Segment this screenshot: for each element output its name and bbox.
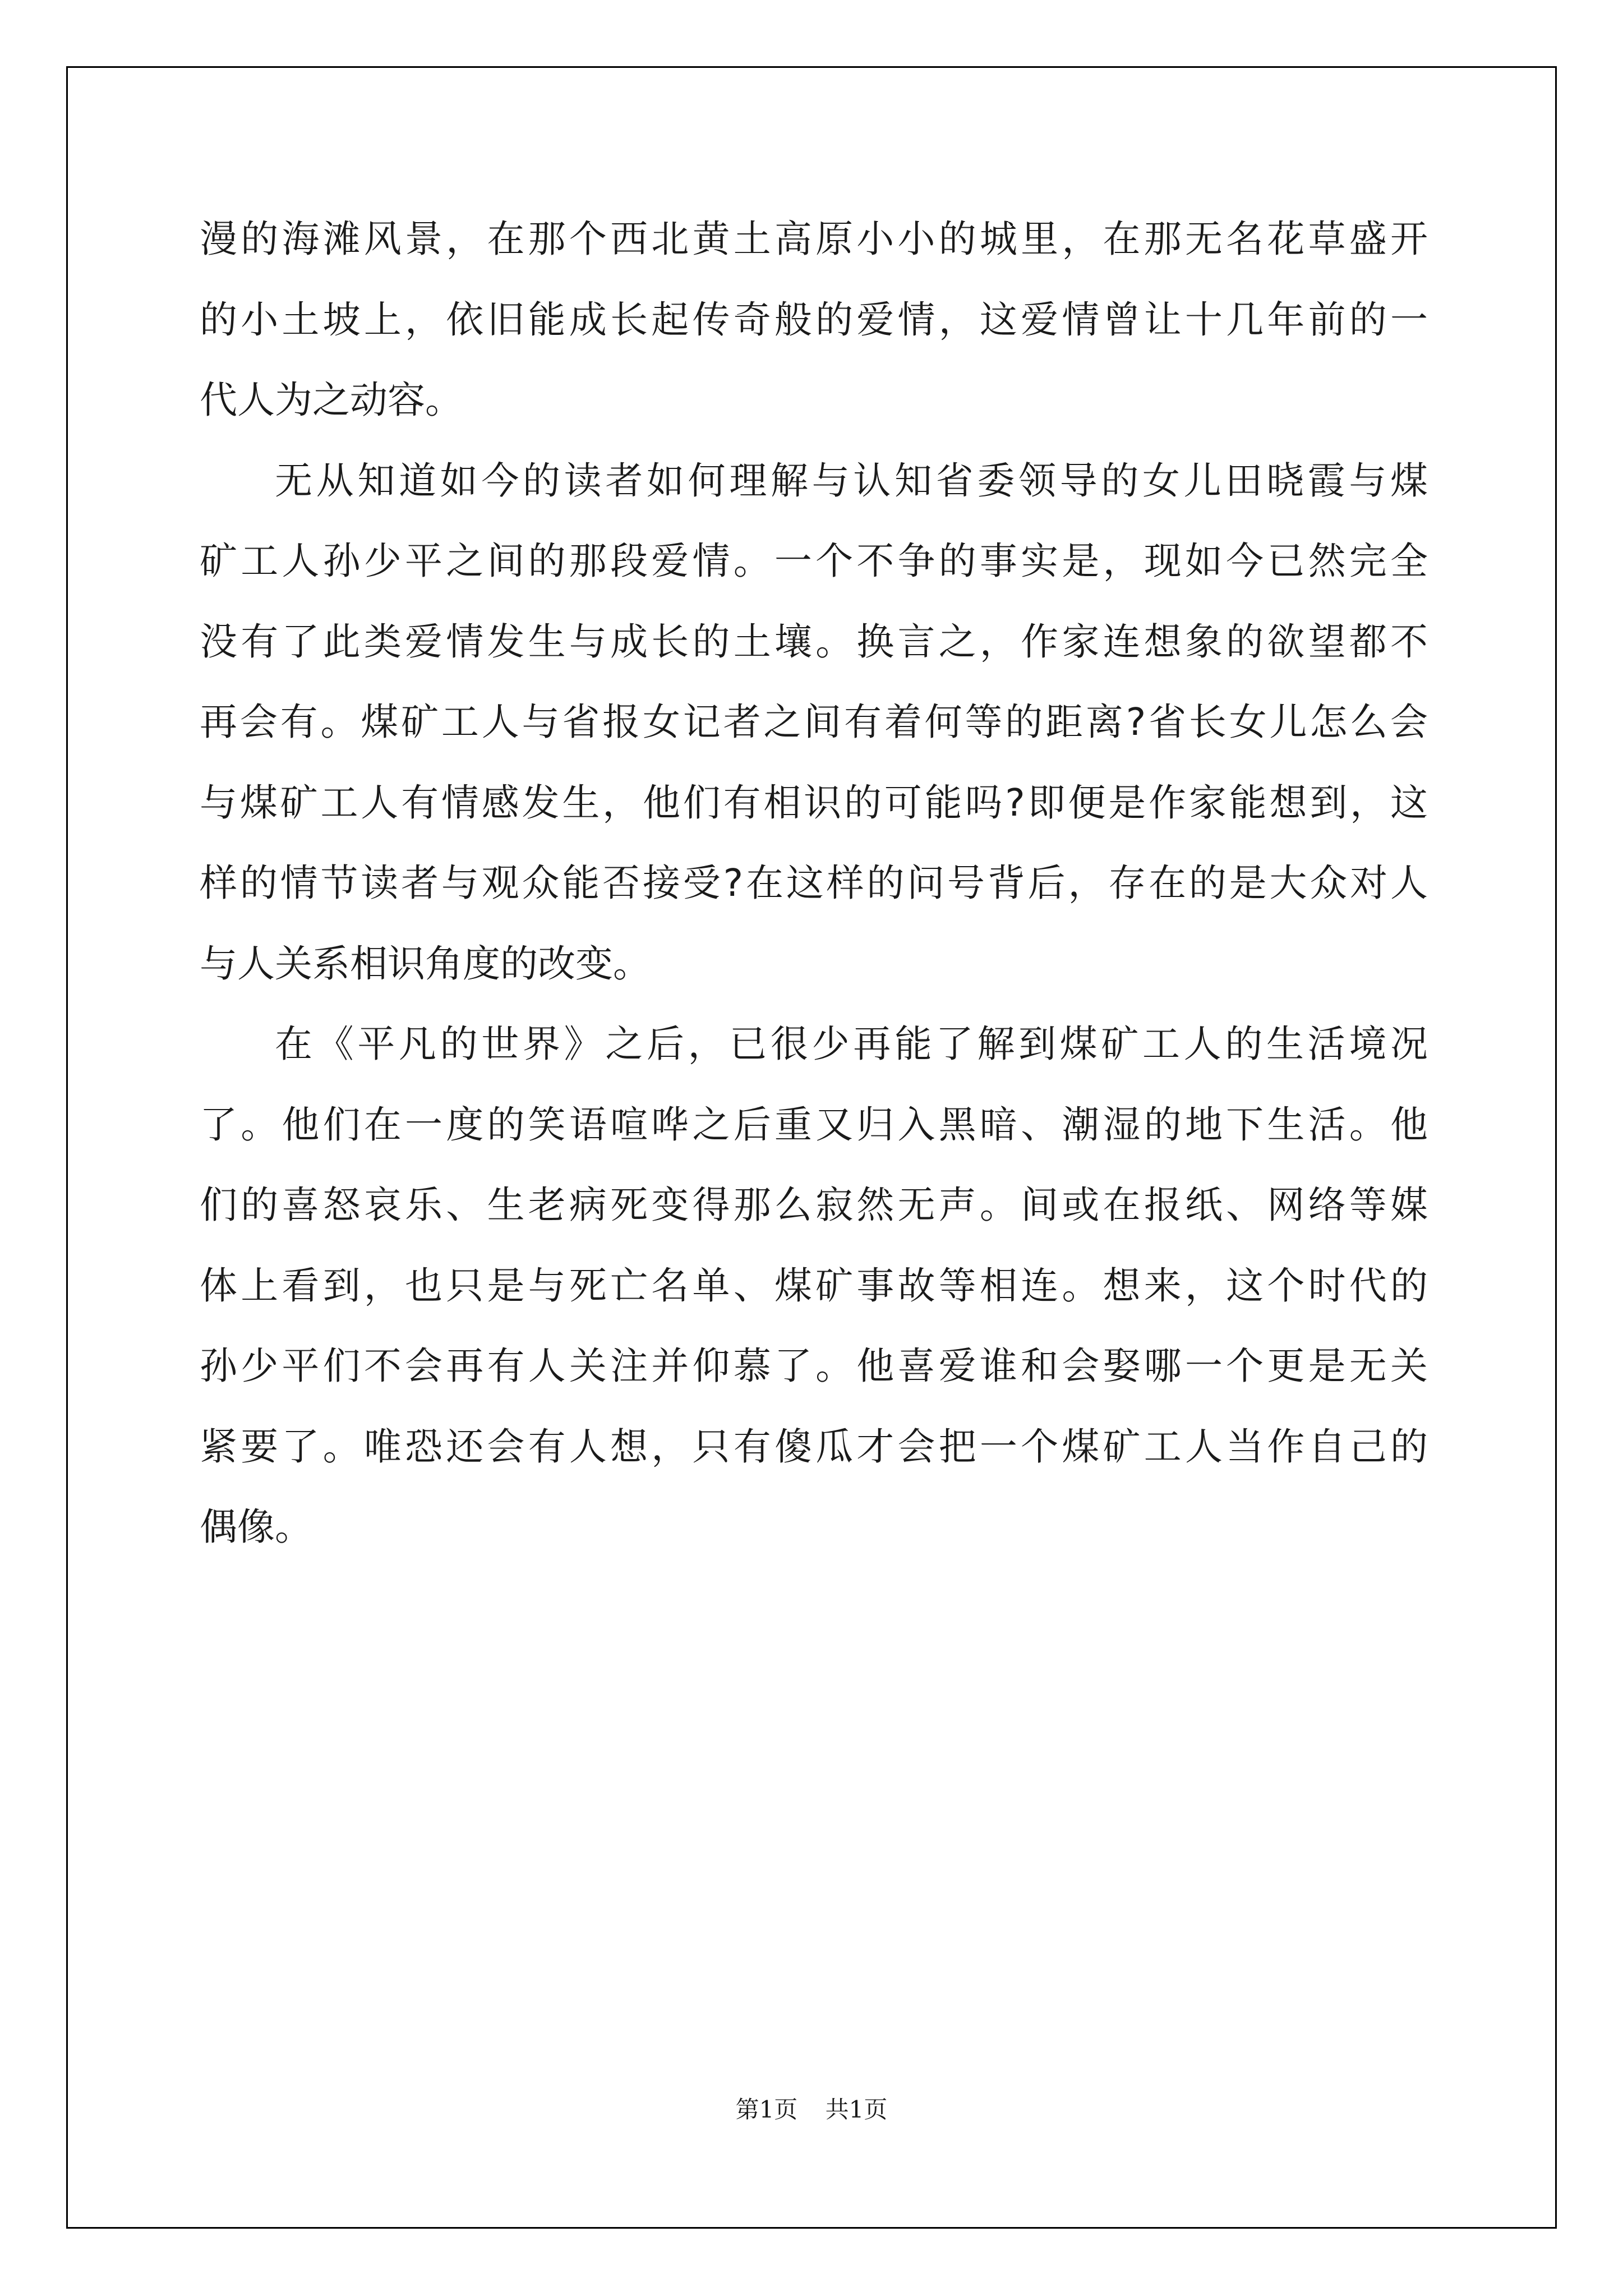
text-line: 没有了此类爱情发生与成长的土壤。换言之，作家连想象的欲望都不 (200, 619, 1428, 664)
text-line: 紧要了。唯恐还会有人想，只有傻瓜才会把一个煤矿工人当作自己的 (200, 1424, 1428, 1469)
paragraph (200, 441, 1428, 1005)
text-line: 的小土坡上，依旧能成长起传奇般的爱情，这爱情曾让十几年前的一 (200, 297, 1428, 342)
text-line: 与煤矿工人有情感发生，他们有相识的可能吗?即便是作家能想到，这 (200, 780, 1428, 825)
text-line: 代人为之动容。 (200, 378, 463, 422)
page-total: 共1页 (825, 2096, 888, 2123)
document-body (200, 199, 1428, 1568)
text-line: 样的情节读者与观众能否接受?在这样的问号背后，存在的是大众对人 (200, 861, 1428, 905)
text-line: 偶像。 (200, 1505, 312, 1549)
text-line: 孙少平们不会再有人关注并仰慕了。他喜爱谁和会娶哪一个更是无关 (200, 1344, 1428, 1388)
paragraph (200, 199, 1428, 441)
text-line: 在《平凡的世界》之后，已很少再能了解到煤矿工人的生活境况 (275, 1022, 1428, 1066)
text-line: 再会有。煤矿工人与省报女记者之间有着何等的距离?省长女儿怎么会 (200, 700, 1428, 744)
text-line: 矿工人孙少平之间的那段爱情。一个不争的事实是，现如今已然完全 (200, 539, 1428, 583)
text-line: 们的喜怒哀乐、生老病死变得那么寂然无声。间或在报纸、网络等媒 (200, 1183, 1428, 1227)
text-line: 体上看到，也只是与死亡名单、煤矿事故等相连。想来，这个时代的 (200, 1263, 1428, 1308)
text-line: 漫的海滩风景，在那个西北黄土高原小小的城里，在那无名花草盛开 (200, 217, 1428, 261)
text-line: 与人关系相识角度的改变。 (200, 941, 651, 986)
page-footer (0, 2091, 1623, 2125)
paragraph (200, 1004, 1428, 1568)
page-number: 第1页 (735, 2096, 798, 2123)
text-line: 无从知道如今的读者如何理解与认知省委领导的女儿田晓霞与煤 (275, 458, 1428, 503)
text-line: 了。他们在一度的笑语喧哗之后重又归入黑暗、潮湿的地下生活。他 (200, 1102, 1428, 1147)
